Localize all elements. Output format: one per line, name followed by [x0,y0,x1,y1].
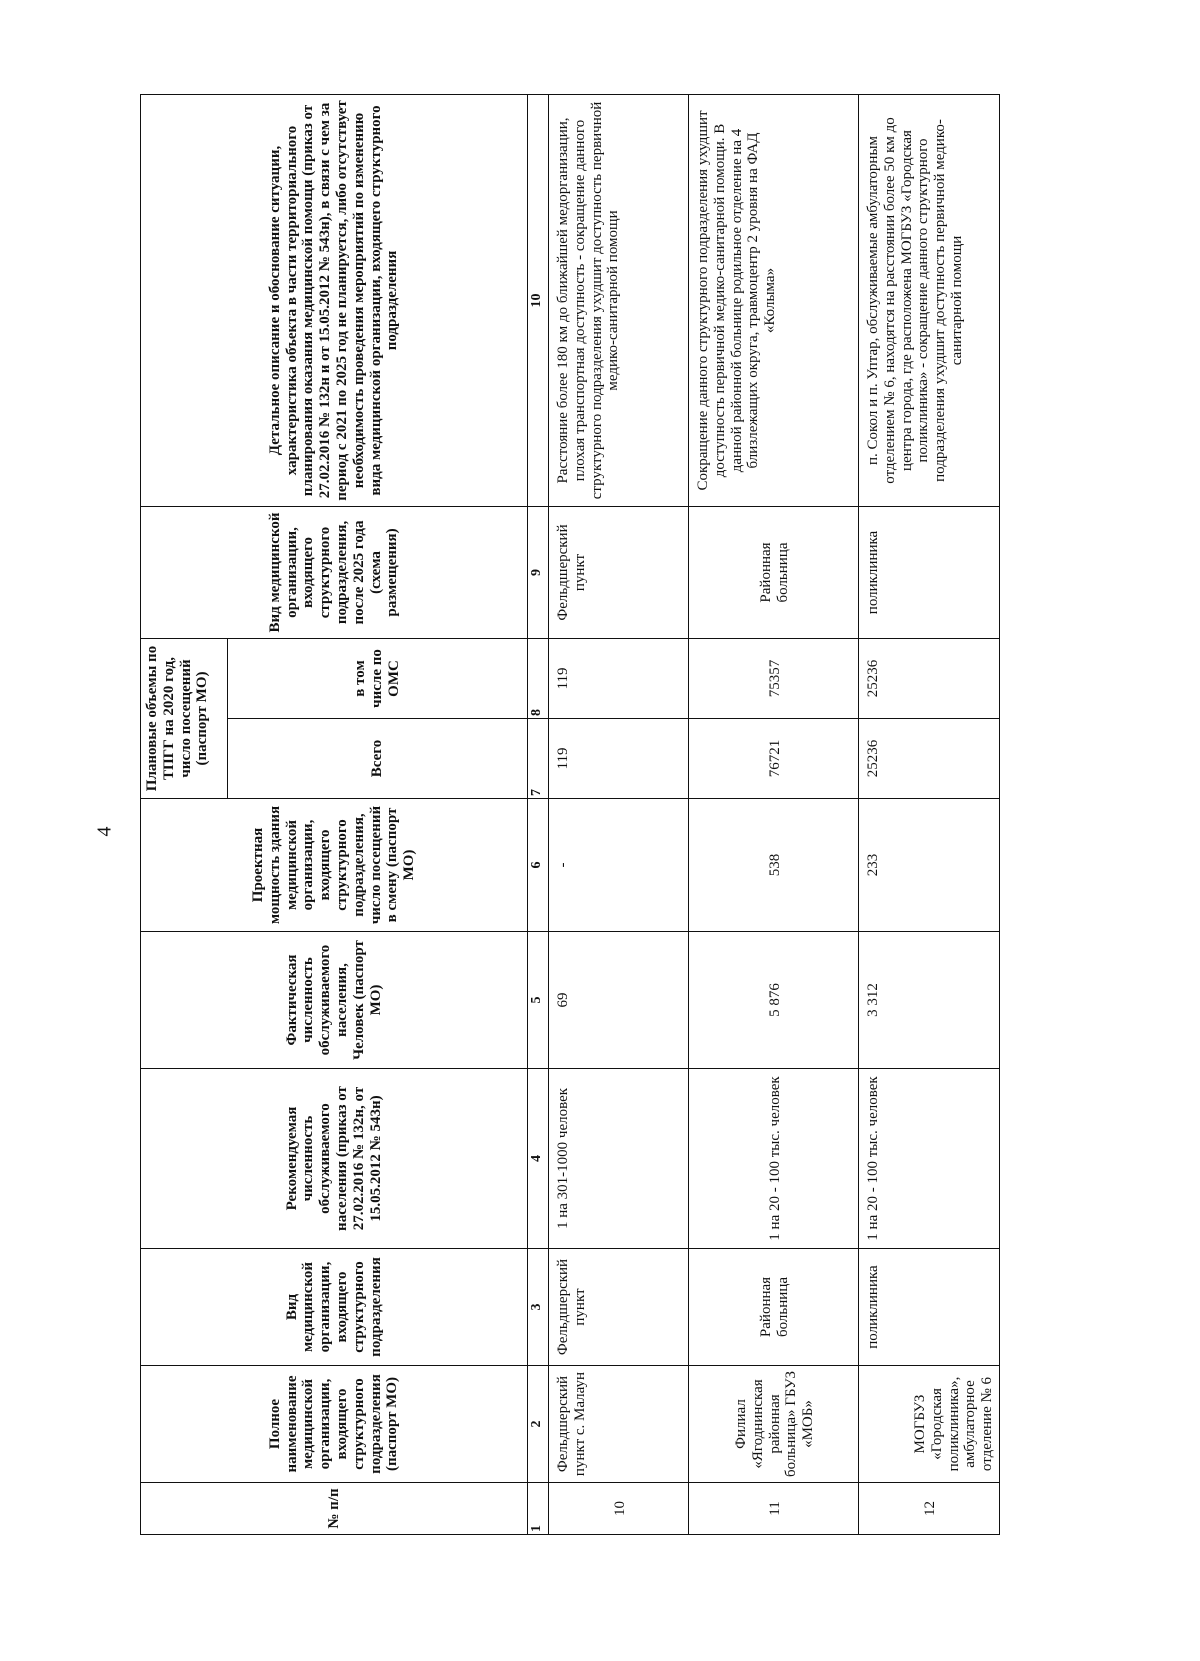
header-name: Полное наименование медицинской организации, входящего структурного подразделения (паспорт МО) [141,1366,528,1483]
header-num: № п/п [141,1483,528,1535]
row-number: 12 [859,1483,1000,1535]
actual-population: 3 312 [859,932,1000,1069]
rotated-table-container [140,95,1000,1535]
column-numbers-row [528,94,549,1534]
actual-population: 5 876 [689,932,859,1069]
header-oms: в том числе по ОМС [228,638,528,718]
org-type: поликлиника [859,1249,1000,1366]
org-type-after-2025: Фельдшерский пункт [549,506,689,638]
page-number: 4 [93,826,116,837]
header-total: Всего [228,719,528,799]
column-number: 7 [528,719,549,799]
column-number: 6 [528,799,549,932]
header-type-after: Вид медицинской организации, входящего структурного подразделения, после 2025 года (схема размещения) [141,506,528,638]
org-type: Районная больница [689,1249,859,1366]
description: Расстояние более 180 км до ближайшей медорганизации, плохая транспортная доступность - сокращение данного структурного подразделения ухудшит доступность первичной медико-санитарной помощи [549,94,689,506]
recommended-population: 1 на 301-1000 человек [549,1069,689,1249]
header-capacity: Проектная мощность здания медицинской организации, входящего структурного подразделения, число посещений в смену (паспорт МО) [141,799,528,932]
table-row [689,94,859,1534]
row-number: 11 [689,1483,859,1535]
org-type: Фельдшерский пункт [549,1249,689,1366]
org-type-after-2025: поликлиника [859,506,1000,638]
design-capacity: 233 [859,799,1000,932]
org-type-after-2025: Районная больница [689,506,859,638]
planned-total: 119 [549,719,689,799]
design-capacity: 538 [689,799,859,932]
header-row-1 [141,94,228,1534]
medical-organizations-table [140,94,1000,1535]
recommended-population: 1 на 20 - 100 тыс. человек [689,1069,859,1249]
header-type: Вид медицинской организации, входящего структурного подразделения [141,1249,528,1366]
column-number: 9 [528,506,549,638]
table-row [549,94,689,1534]
recommended-population: 1 на 20 - 100 тыс. человек [859,1069,1000,1249]
row-number: 10 [549,1483,689,1535]
column-number: 1 [528,1483,549,1535]
column-number: 8 [528,638,549,718]
planned-oms: 75357 [689,638,859,718]
description: п. Сокол и п. Уптар, обслуживаемые амбулаторным отделением № 6, находятся на расстоянии более 50 км до центра города, где расположена МОГБУЗ «Городская поликлиника» - сокращение данного структурного подразделения ухудшит доступность первичной медико-санитарной помощи [859,94,1000,506]
column-number: 10 [528,94,549,506]
column-number: 2 [528,1366,549,1483]
column-number: 5 [528,932,549,1069]
design-capacity: - [549,799,689,932]
header-planned-volumes: Плановые объемы по ТПГГ на 2020 год, число посещений (паспорт МО) [141,638,228,798]
column-number: 4 [528,1069,549,1249]
planned-total: 25236 [859,719,1000,799]
header-recommended: Рекомендуемая численность обслуживаемого населения (приказ от 27.02.2016 № 132н, от 15.05.2012 № 543н) [141,1069,528,1249]
planned-oms: 25236 [859,638,1000,718]
actual-population: 69 [549,932,689,1069]
planned-oms: 119 [549,638,689,718]
header-description: Детальное описание и обоснование ситуации, характеристика объекта в части территориального планирования оказания медицинской помощи (приказ от 27.02.2016 № 132н и от 15.05.2012 № 543н), в связи с чем за период с 2021 по 2025 год не планируется, либо отсутствует необходимость проведения мероприятий по изменению вида медицинской организации, входящего структурного подразделения [141,94,528,506]
org-name: Фельдшерский пункт с. Малаун [549,1366,689,1483]
description: Сокращение данного структурного подразделения ухудшит доступность первичной медико-санитарной помощи. В данной районной больнице родильное отделение на 4 близлежащих округа, травмоцентр 2 уровня на ФАД «Колыма» [689,94,859,506]
planned-total: 76721 [689,719,859,799]
column-number: 3 [528,1249,549,1366]
table-row [859,94,1000,1534]
org-name: Филиал «Ягоднинская районная больница» ГБУЗ «МОБ» [689,1366,859,1483]
header-actual: Фактическая численность обслуживаемого населения, Человек (паспорт МО) [141,932,528,1069]
org-name: МОГБУЗ «Городская поликлиника», амбулаторное отделение № 6 [859,1366,1000,1483]
